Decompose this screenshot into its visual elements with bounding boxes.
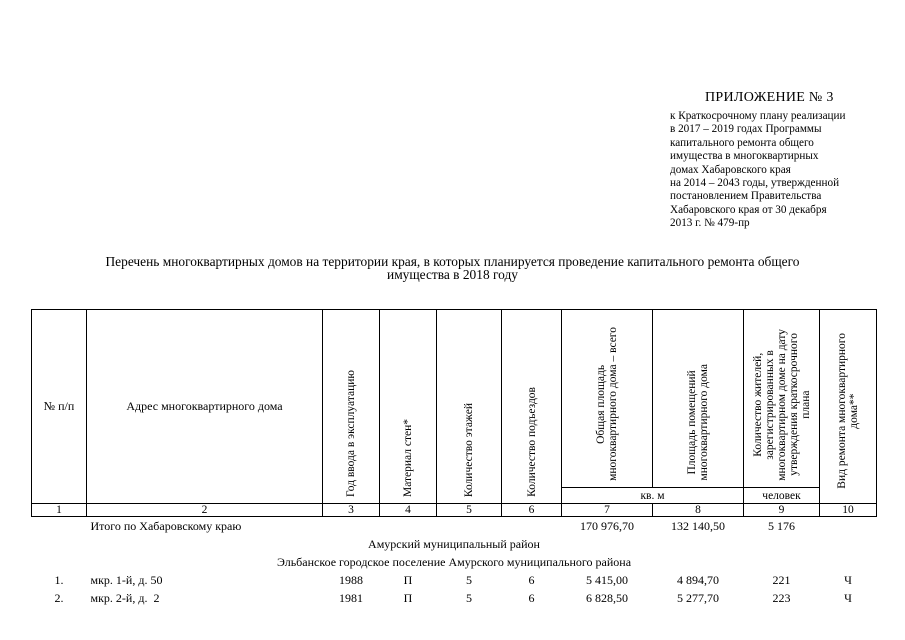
row-entrances: 6 bbox=[528, 573, 535, 587]
table-row bbox=[32, 571, 877, 589]
total-row bbox=[32, 517, 877, 536]
row-premises-area: 5 277,70 bbox=[677, 591, 719, 605]
total-area-value: 170 976,70 bbox=[580, 519, 634, 533]
header-num: № п/п bbox=[32, 310, 87, 504]
appendix-line: Хабаровского края от 30 декабря bbox=[670, 203, 827, 216]
row-year: 1988 bbox=[339, 573, 363, 587]
header-floors: Количество этажей bbox=[437, 310, 502, 504]
row-address: мкр. 1-й, д. 50 bbox=[90, 573, 163, 587]
column-number: 8 bbox=[653, 504, 744, 517]
row-repair-type: Ч bbox=[844, 591, 852, 605]
row-material: П bbox=[403, 573, 413, 587]
row-entrances: 6 bbox=[528, 591, 535, 605]
total-premises-value: 132 140,50 bbox=[671, 519, 725, 533]
row-total-area: 5 415,00 bbox=[586, 573, 628, 587]
column-number: 2 bbox=[87, 504, 323, 517]
unit-people: человек bbox=[744, 488, 820, 504]
row-address: мкр. 2-й, д. 2 bbox=[90, 591, 160, 605]
appendix-line: постановлением Правительства bbox=[670, 190, 822, 203]
column-numbers-row bbox=[32, 504, 877, 517]
row-num: 2. bbox=[54, 591, 64, 605]
appendix-line: к Краткосрочному плану реализации bbox=[670, 110, 846, 122]
appendix-line: 2013 г. № 479-пр bbox=[670, 217, 750, 230]
district-label: Амурский муниципальный район bbox=[368, 537, 540, 551]
row-total-area: 6 828,50 bbox=[586, 591, 628, 605]
column-number: 9 bbox=[744, 504, 820, 517]
settlement-row bbox=[32, 553, 877, 571]
column-number: 1 bbox=[32, 504, 87, 517]
header-year: Год ввода в эксплуатацию bbox=[323, 310, 380, 504]
appendix-line: капитального ремонта общего bbox=[670, 136, 814, 149]
appendix-line: имущества в многоквартирных bbox=[670, 150, 819, 163]
column-number: 4 bbox=[380, 504, 437, 517]
column-number: 10 bbox=[820, 504, 877, 517]
column-number: 6 bbox=[502, 504, 562, 517]
total-residents-value: 5 176 bbox=[768, 519, 795, 533]
header-address: Адрес многоквартирного дома bbox=[87, 310, 323, 504]
row-num: 1. bbox=[54, 573, 64, 587]
row-year: 1981 bbox=[339, 591, 363, 605]
row-floors: 5 bbox=[466, 591, 472, 605]
header-total-area: Общая площадь многоквартирного дома – всего bbox=[562, 310, 653, 488]
column-number: 3 bbox=[323, 504, 380, 517]
appendix-line: домах Хабаровского края bbox=[670, 163, 791, 176]
header-residents: Количество жителей, зарегистрированных в многоквартирном доме на дату утверждения краткосрочного плана bbox=[744, 310, 820, 488]
row-repair-type: Ч bbox=[844, 573, 852, 587]
appendix-text bbox=[670, 110, 876, 231]
houses-table bbox=[31, 309, 877, 607]
settlement-label: Эльбанское городское поселение Амурского муниципального района bbox=[276, 555, 632, 569]
header-premises-area: Площадь помещений многоквартирного дома bbox=[653, 310, 744, 488]
header-entrances: Количество подъездов bbox=[502, 310, 562, 504]
row-material: П bbox=[403, 591, 413, 605]
document-title-line-1: Перечень многоквартирных домов на территории края, в которых планируется проведение капитального ремонта общего bbox=[105, 254, 800, 269]
header-repair-type: Вид ремонта многоквартирного дома** bbox=[820, 310, 877, 504]
appendix-line: в 2017 – 2019 годах Программы bbox=[670, 123, 822, 136]
row-residents: 221 bbox=[772, 573, 791, 587]
row-premises-area: 4 894,70 bbox=[677, 573, 719, 587]
row-residents: 223 bbox=[772, 591, 791, 605]
unit-area: кв. м bbox=[562, 488, 744, 504]
appendix-title: ПРИЛОЖЕНИЕ № 3 bbox=[705, 90, 834, 105]
total-label: Итого по Хабаровскому краю bbox=[90, 519, 242, 533]
column-number: 5 bbox=[437, 504, 502, 517]
district-row bbox=[32, 535, 877, 553]
document-title-line-2: имущества в 2018 году bbox=[387, 267, 518, 282]
row-floors: 5 bbox=[466, 573, 472, 587]
document-title bbox=[40, 255, 865, 281]
header-material: Материал стен* bbox=[380, 310, 437, 504]
column-number: 7 bbox=[562, 504, 653, 517]
table-row bbox=[32, 589, 877, 607]
appendix-line: на 2014 – 2043 годы, утвержденной bbox=[670, 177, 840, 190]
